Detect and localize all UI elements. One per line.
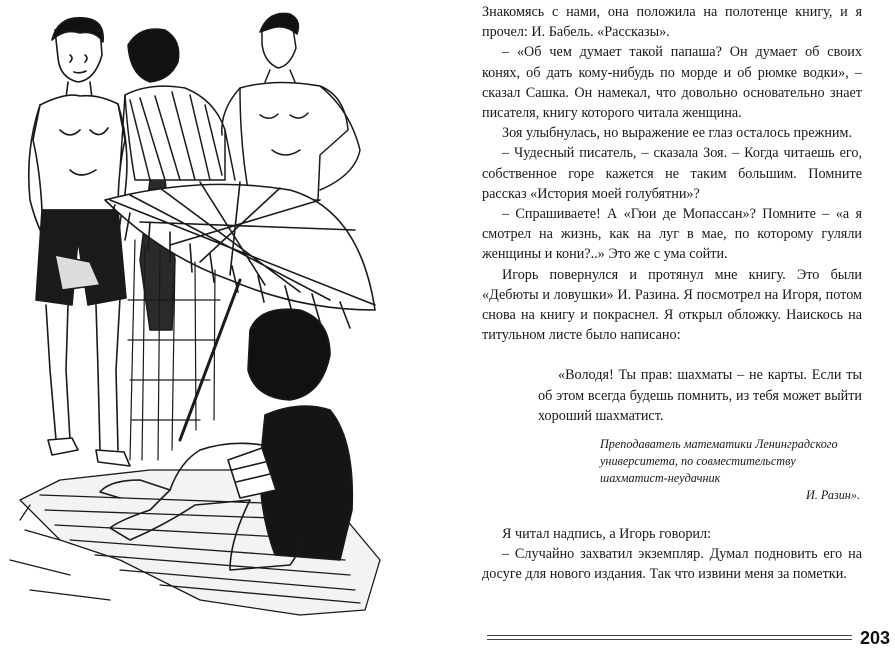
standing-man-left: [29, 18, 130, 466]
beach-umbrella: [105, 182, 375, 440]
paragraph-6: Игорь повернулся и протянул мне книгу. Это были «Дебюты и ловушки» И. Разина. Я посмотрел на Игоря, потом снова на книгу и покраснел. Я открыл обложку. Наискось на титульном листе было написано:: [482, 266, 862, 344]
closing-paragraph-1: Я читал надпись, а Игорь говорил:: [502, 526, 712, 543]
inscription-signature-title: Преподаватель математики Ленинградского университета, по совместительству шахматист-неудачник: [600, 437, 838, 486]
paragraph-3: Зоя улыбнулась, но выражение ее глаз осталось прежним.: [502, 125, 853, 142]
page-number: 203: [860, 628, 891, 648]
inscription-quote: «Володя! Ты прав: шахматы – не карты. Если ты об этом всегда будешь помнить, из тебя может выйти хороший шахматист.: [538, 367, 862, 424]
paragraph-5: – Спрашиваете! А «Гюи де Мопассан»? Помните – «а я смотрел на жизнь, как на луг в мае, по которому гуляли женщины и кони?..» Это же с ума сойти.: [482, 206, 862, 263]
paragraph-1: Знакомясь с нами, она положила на полотенце книгу, и я прочел: И. Бабель. «Рассказы».: [482, 4, 862, 41]
footer-rule: [487, 632, 852, 642]
standing-man-right: [222, 13, 360, 200]
inscription-signature-name: И. Разин».: [805, 488, 860, 503]
closing-paragraph-2: – Случайно захватил экземпляр. Думал подновить его на досуге для нового издания. Так что извини меня за пометки.: [482, 546, 862, 583]
person-back-view: [120, 29, 235, 330]
paragraph-4: – Чудесный писатель, – сказала Зоя. – Когда читаешь его, собственное горе кажется не таким большим. Помните рассказ «История моей голубятни»?: [482, 145, 862, 202]
paragraph-2: – «Об чем думает такой папаша? Он думает об своих конях, об дать кому-нибудь по морде и об рюмке водки», – сказал Сашка. Он намекал, что довольно основательно знает писателя, книгу которого читала женщина.: [482, 44, 862, 122]
text-column: [482, 2, 862, 585]
